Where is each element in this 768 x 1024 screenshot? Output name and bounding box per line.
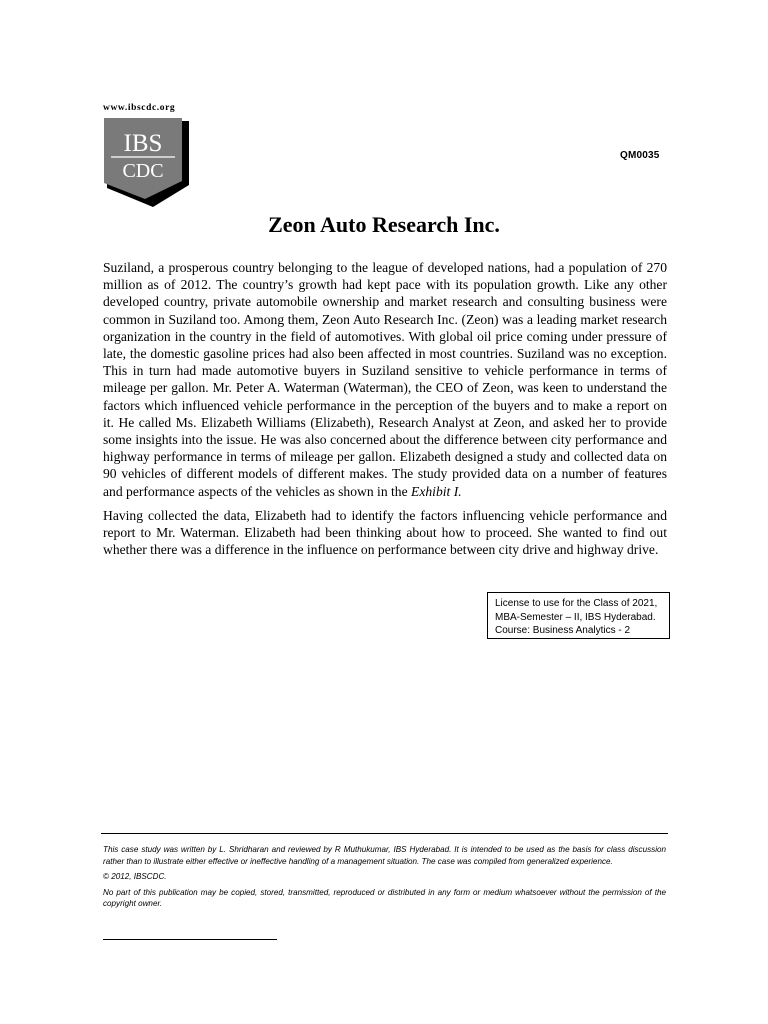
footer-short-divider — [103, 939, 277, 940]
logo-text-ibs: IBS — [123, 130, 163, 157]
case-body — [103, 259, 667, 565]
license-line-1: License to use for the Class of 2021, — [495, 598, 658, 609]
footer-rights: No part of this publication may be copied, stored, transmitted, reproduced or distributed in any form or medium whatsoever without the permission of the copyright owner. — [103, 887, 666, 909]
footer-authorship: This case study was written by L. Shridharan and reviewed by R Muthukumar, IBS Hyderabad. It is intended to be used as the basis for class discussion rather than to illustrate either effective or ineffective handling of a management situation. The case was compiled from generalized experience. — [103, 845, 666, 866]
body-paragraph-2: Having collected the data, Elizabeth had to identify the factors influencing vehicle performance and report to Mr. Waterman. Elizabeth had been thinking about how to proceed. She wanted to find out whether there was a difference in the influence on performance between city drive and highway drive. — [103, 507, 667, 558]
document-code: QM0035 — [620, 150, 660, 161]
footer-divider — [101, 833, 668, 834]
footer-copyright: © 2012, IBSCDC. — [103, 872, 167, 882]
ibscdc-logo — [103, 117, 191, 209]
license-line-3: Course: Business Analytics - 2 — [495, 625, 631, 636]
paragraph-1-text: Suziland, a prosperous country belonging to the league of developed nations, had a population of 270 million as of 2012. The country’s growth had kept pace with its population growth. Like any other developed country, private automobile ownership and market research and consulting business were common in Suziland too. Among them, Zeon Auto Research Inc. (Zeon) was a leading market research organization in the country in the field of automotives. With global oil price coming under pressure of late, the domestic gasoline prices had also been affected in most countries. Suziland was no exception. This in turn had made automotive buyers in Suziland sensitive to vehicle performance in terms of mileage per gallon. Mr. Peter A. Waterman (Waterman), the CEO of Zeon, was keen to understand the factors which influenced vehicle performance in the perception of the buyers and to make a report on it. He called Ms. Elizabeth Williams (Elizabeth), Research Analyst at Zeon, and asked her to provide some insights into the issue. He was also concerned about the difference between city performance and highway performance in terms of mileage per gallon. Elizabeth designed a study and collected data on 90 vehicles of different models of different makes. The study provided data on a number of features and performance aspects of the vehicles as shown in the — [103, 260, 667, 499]
logo-text-cdc: CDC — [122, 160, 164, 182]
case-title: Zeon Auto Research Inc. — [268, 212, 500, 237]
license-line-2: MBA-Semester – II, IBS Hyderabad. — [495, 611, 656, 623]
body-paragraph-1 — [103, 259, 667, 500]
license-notice — [487, 592, 670, 639]
site-url: www.ibscdc.org — [103, 103, 176, 113]
exhibit-reference: Exhibit I. — [411, 483, 462, 499]
footer-notes — [103, 844, 666, 914]
